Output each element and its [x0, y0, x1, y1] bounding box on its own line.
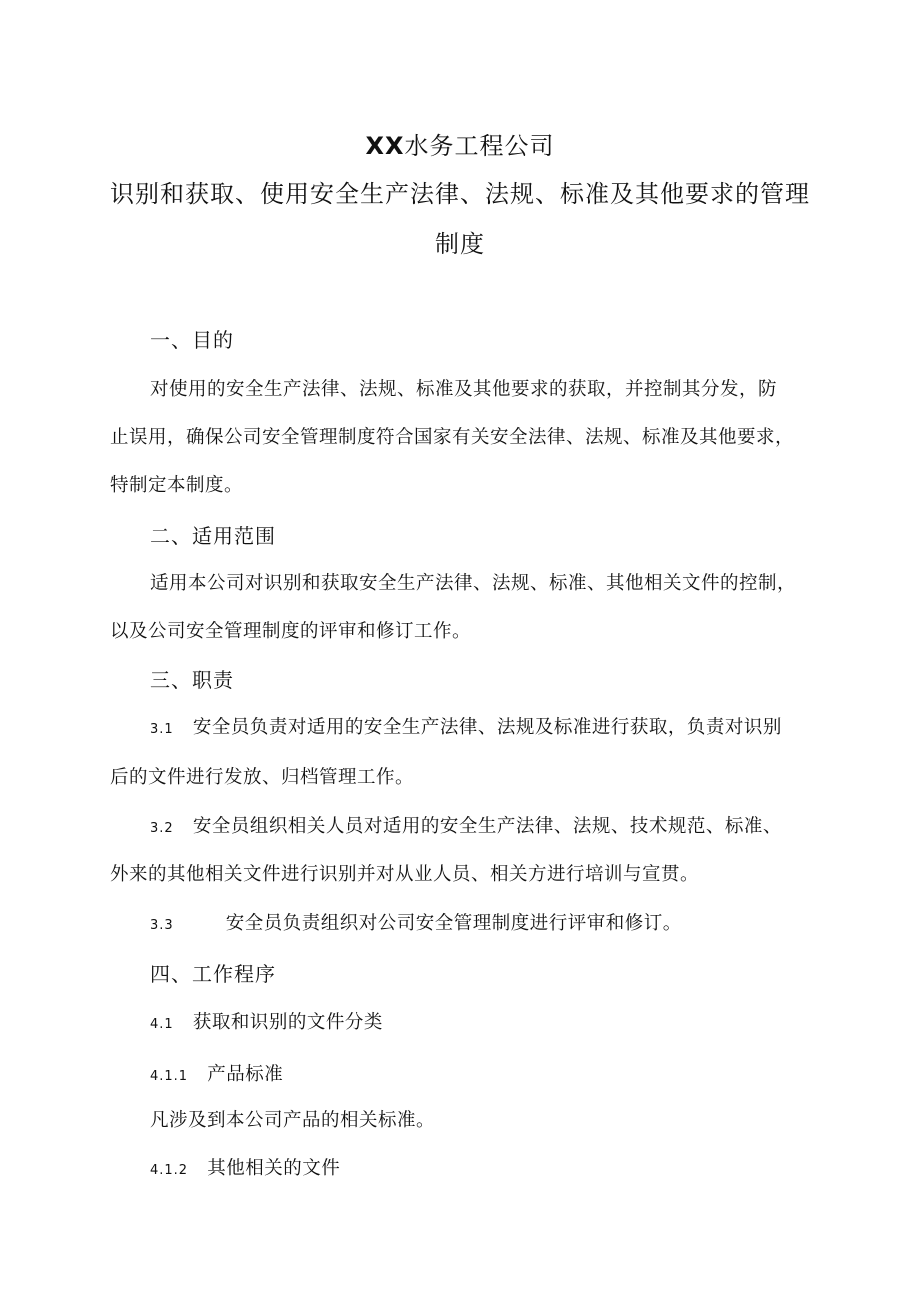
item-number: 3.3 [150, 918, 174, 933]
responsibility-item-2-line2: 外来的其他相关文件进行识别并对从业人员、相关方进行培训与宣贯。 [110, 864, 700, 885]
scope-para-line1: 适用本公司对识别和获取安全生产法律、法规、标准、其他相关文件的控制， [150, 573, 797, 594]
company-name: 水务工程公司 [404, 132, 555, 160]
section-heading-scope: 二、适用范围 [150, 524, 276, 548]
purpose-para-line2: 止误用，确保公司安全管理制度符合国家有关安全法律、法规、标准及其他要求， [110, 427, 795, 448]
purpose-para-line1: 对使用的安全生产法律、法规、标准及其他要求的获取，并控制其分发，防 [150, 379, 778, 400]
procedure-sub-4-1-2 [150, 1154, 340, 1180]
purpose-para-line3: 特制定本制度。 [110, 475, 244, 496]
item-text: 获取和识别的文件分类 [192, 1012, 383, 1033]
procedure-sub-4-1 [150, 1008, 383, 1034]
document-title-line1: 识别和获取、使用安全生产法律、法规、标准及其他要求的管理 [110, 180, 810, 208]
company-title [0, 126, 920, 161]
responsibility-item-1 [150, 713, 782, 739]
item-number: 3.1 [150, 722, 174, 737]
document-title-line2: 制度 [435, 230, 485, 258]
item-text: 安全员负责对适用的安全生产法律、法规及标准进行获取，负责对识别 [192, 717, 782, 738]
item-text: 安全员组织相关人员对适用的安全生产法律、法规、技术规范、标准、 [192, 816, 782, 837]
procedure-sub-4-1-1-para: 凡涉及到本公司产品的相关标准。 [150, 1110, 436, 1131]
item-number: 4.1.1 [150, 1069, 189, 1084]
item-text: 其他相关的文件 [207, 1158, 341, 1179]
section-heading-responsibilities: 三、职责 [150, 668, 234, 692]
item-text: 产品标准 [207, 1064, 284, 1085]
item-number: 4.1.2 [150, 1163, 189, 1178]
responsibility-item-1-line2: 后的文件进行发放、归档管理工作。 [110, 767, 415, 788]
procedure-sub-4-1-1 [150, 1060, 283, 1086]
scope-para-line2: 以及公司安全管理制度的评审和修订工作。 [110, 621, 472, 642]
responsibility-item-3 [150, 909, 682, 935]
item-text: 安全员负责组织对公司安全管理制度进行评审和修订。 [225, 913, 682, 934]
item-number: 4.1 [150, 1017, 174, 1032]
company-prefix: XX [365, 132, 405, 160]
responsibility-item-2 [150, 812, 782, 838]
section-heading-procedure: 四、工作程序 [150, 962, 276, 986]
item-number: 3.2 [150, 821, 174, 836]
section-heading-purpose: 一、目的 [150, 328, 234, 352]
